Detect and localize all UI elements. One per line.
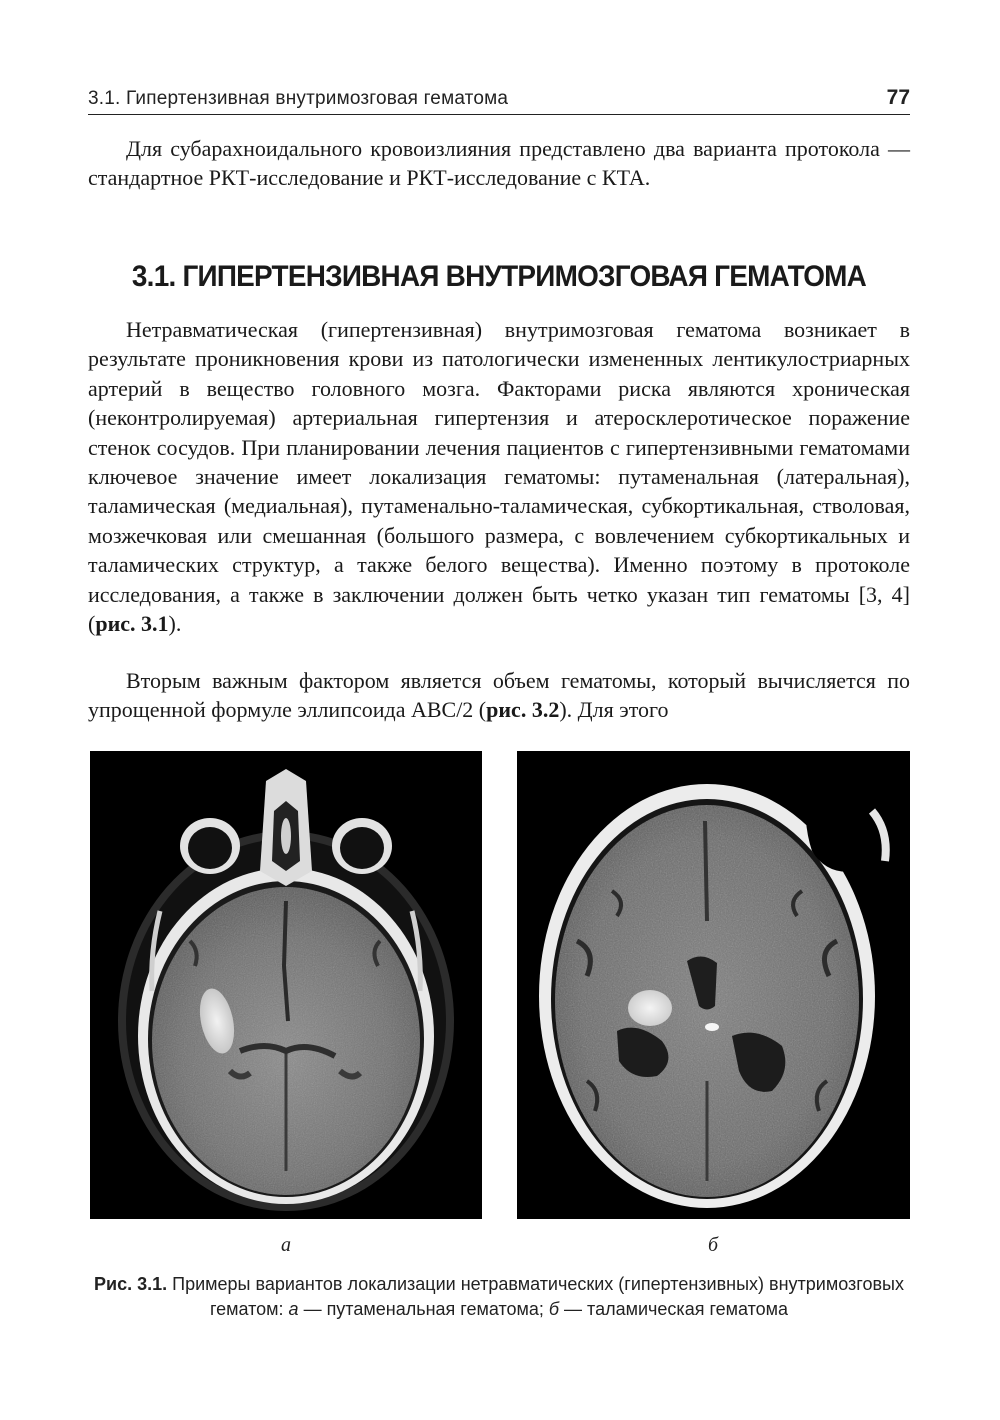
body-paragraph-2 bbox=[88, 666, 910, 725]
ct-scan-image-a bbox=[90, 751, 482, 1219]
caption-b-text: — таламическая гематома bbox=[559, 1299, 789, 1319]
body-paragraph-2-tail: ). Для этого bbox=[559, 697, 669, 723]
body-paragraph-2-text: Вторым важным фактором является объем гематомы, который вычисляется по упрощенной формуле эллипсоида ABC/2 ( bbox=[88, 668, 910, 723]
figure-caption-label: Рис. 3.1. bbox=[94, 1274, 168, 1294]
page-number: 77 bbox=[886, 86, 910, 109]
caption-b-marker: б bbox=[548, 1299, 560, 1319]
intro-paragraph bbox=[88, 134, 910, 193]
section-heading: 3.1. ГИПЕРТЕНЗИВНАЯ ВНУТРИМОЗГОВАЯ ГЕМАТОМА bbox=[131, 260, 867, 293]
running-head-title: 3.1. Гипертензивная внутримозговая гематома bbox=[88, 88, 509, 109]
body-paragraph-1-text: Нетравматическая (гипертензивная) внутримозговая гематома возникает в результате проникновения крови из патологически измененных лентикулостриарных артерий в вещество головного мозга. Факторами риска являются хроническая (неконтролируемая) артериальная гипертензия и атеросклеротическое поражение стенок сосудов. При планировании лечения пациентов с гипертензивными гематомами ключевое значение имеет локализация гематомы: путаменальная (латеральная), таламическая (медиальная), путаменально-таламическая, субкортикальная, стволовая, мозжечковая или смешанная (большого размера, с вовлечением субкортикальных и таламических структур, а также белого вещества). Именно поэтому в протоколе исследования, а также в заключении должен быть четко указан тип гематомы [3, 4] ( bbox=[88, 317, 910, 637]
caption-a-marker: а bbox=[288, 1299, 299, 1319]
figure-caption-text: Примеры вариантов локализации нетравматических (гипертензивных) внутримозговых гематом: bbox=[167, 1274, 904, 1319]
body-paragraph-1-tail: ). bbox=[168, 611, 182, 637]
figure-reference-link[interactable]: рис. 3.1 bbox=[95, 611, 169, 637]
figure-caption bbox=[88, 1272, 910, 1322]
intro-paragraph-text: Для субарахноидального кровоизлияния представлено два варианта протокола — стандартное РКТ-исследование и РКТ-исследование с КТА. bbox=[88, 136, 910, 191]
caption-a-text: — путаменальная гематома; bbox=[298, 1299, 549, 1319]
panel-label-a: а bbox=[281, 1234, 291, 1256]
running-head bbox=[88, 82, 910, 115]
ct-scan-image-b bbox=[517, 751, 910, 1219]
panel-label-b: б bbox=[707, 1234, 719, 1256]
body-paragraph-1 bbox=[88, 315, 910, 638]
figure-reference-link-2[interactable]: рис. 3.2 bbox=[486, 697, 560, 723]
